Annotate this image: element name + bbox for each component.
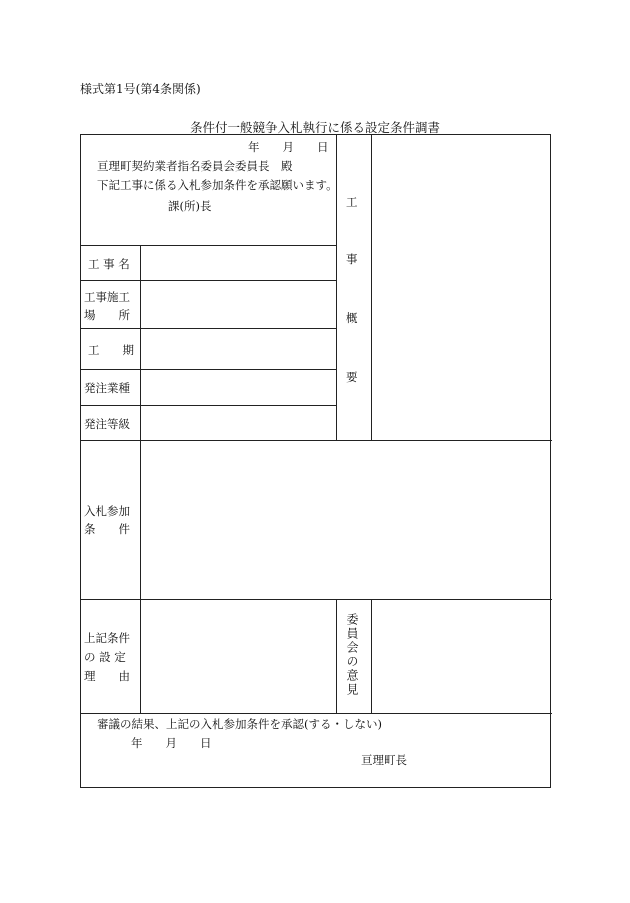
rule-work-period-top bbox=[81, 328, 336, 329]
document-title: 条件付一般競争入札執行に係る設定条件調書 bbox=[189, 120, 440, 135]
label-order-grade: 発注等級 bbox=[84, 417, 130, 431]
label-committee-opinion: 委員会の意見 bbox=[345, 613, 359, 697]
rule-overview-right-top bbox=[371, 135, 372, 440]
rule-work-location-top bbox=[81, 280, 336, 281]
request-department: 課(所)長 bbox=[168, 199, 212, 213]
label-conditions-1: 入札参加 bbox=[84, 504, 130, 518]
label-work-location-2: 場 所 bbox=[84, 308, 130, 322]
label-work-period: 工 期 bbox=[88, 343, 134, 357]
label-work-name: 工 事 名 bbox=[88, 257, 130, 271]
overview-char-3: 概 bbox=[346, 311, 358, 325]
rule-decision-top bbox=[81, 713, 552, 714]
request-date: 年 月 日 bbox=[248, 140, 329, 154]
rule-order-grade-top bbox=[81, 405, 336, 406]
label-reason-3: 理 由 bbox=[84, 669, 130, 683]
decision-signatory: 亘理町長 bbox=[361, 753, 407, 767]
label-reason-2: の 設 定 bbox=[84, 650, 126, 664]
label-order-category: 発注業種 bbox=[84, 381, 130, 395]
label-work-location-1: 工事施工 bbox=[84, 290, 130, 304]
rule-label-column bbox=[140, 245, 141, 713]
label-conditions-2: 条 件 bbox=[84, 522, 130, 536]
rule-reason-top bbox=[81, 599, 552, 600]
request-statement: 下記工事に係る入札参加条件を承認願います。 bbox=[97, 178, 338, 192]
decision-text: 審議の結果、上記の入札参加条件を承認(する・しない) bbox=[97, 717, 382, 731]
form-number: 様式第1号(第4条関係) bbox=[80, 82, 201, 96]
label-reason-1: 上記条件 bbox=[84, 631, 130, 645]
rule-opinion-right bbox=[371, 599, 372, 713]
rule-opinion-left bbox=[336, 599, 337, 713]
overview-char-4: 要 bbox=[346, 370, 358, 384]
request-addressee: 亘理町契約業者指名委員会委員長 殿 bbox=[97, 159, 293, 173]
overview-char-2: 事 bbox=[346, 252, 358, 266]
rule-work-name-top bbox=[81, 245, 336, 246]
rule-conditions-top bbox=[81, 440, 552, 441]
decision-date: 年 月 日 bbox=[131, 736, 212, 750]
rule-order-category-top bbox=[81, 369, 336, 370]
overview-char-1: 工 bbox=[346, 195, 358, 209]
conditions-table bbox=[80, 134, 551, 788]
